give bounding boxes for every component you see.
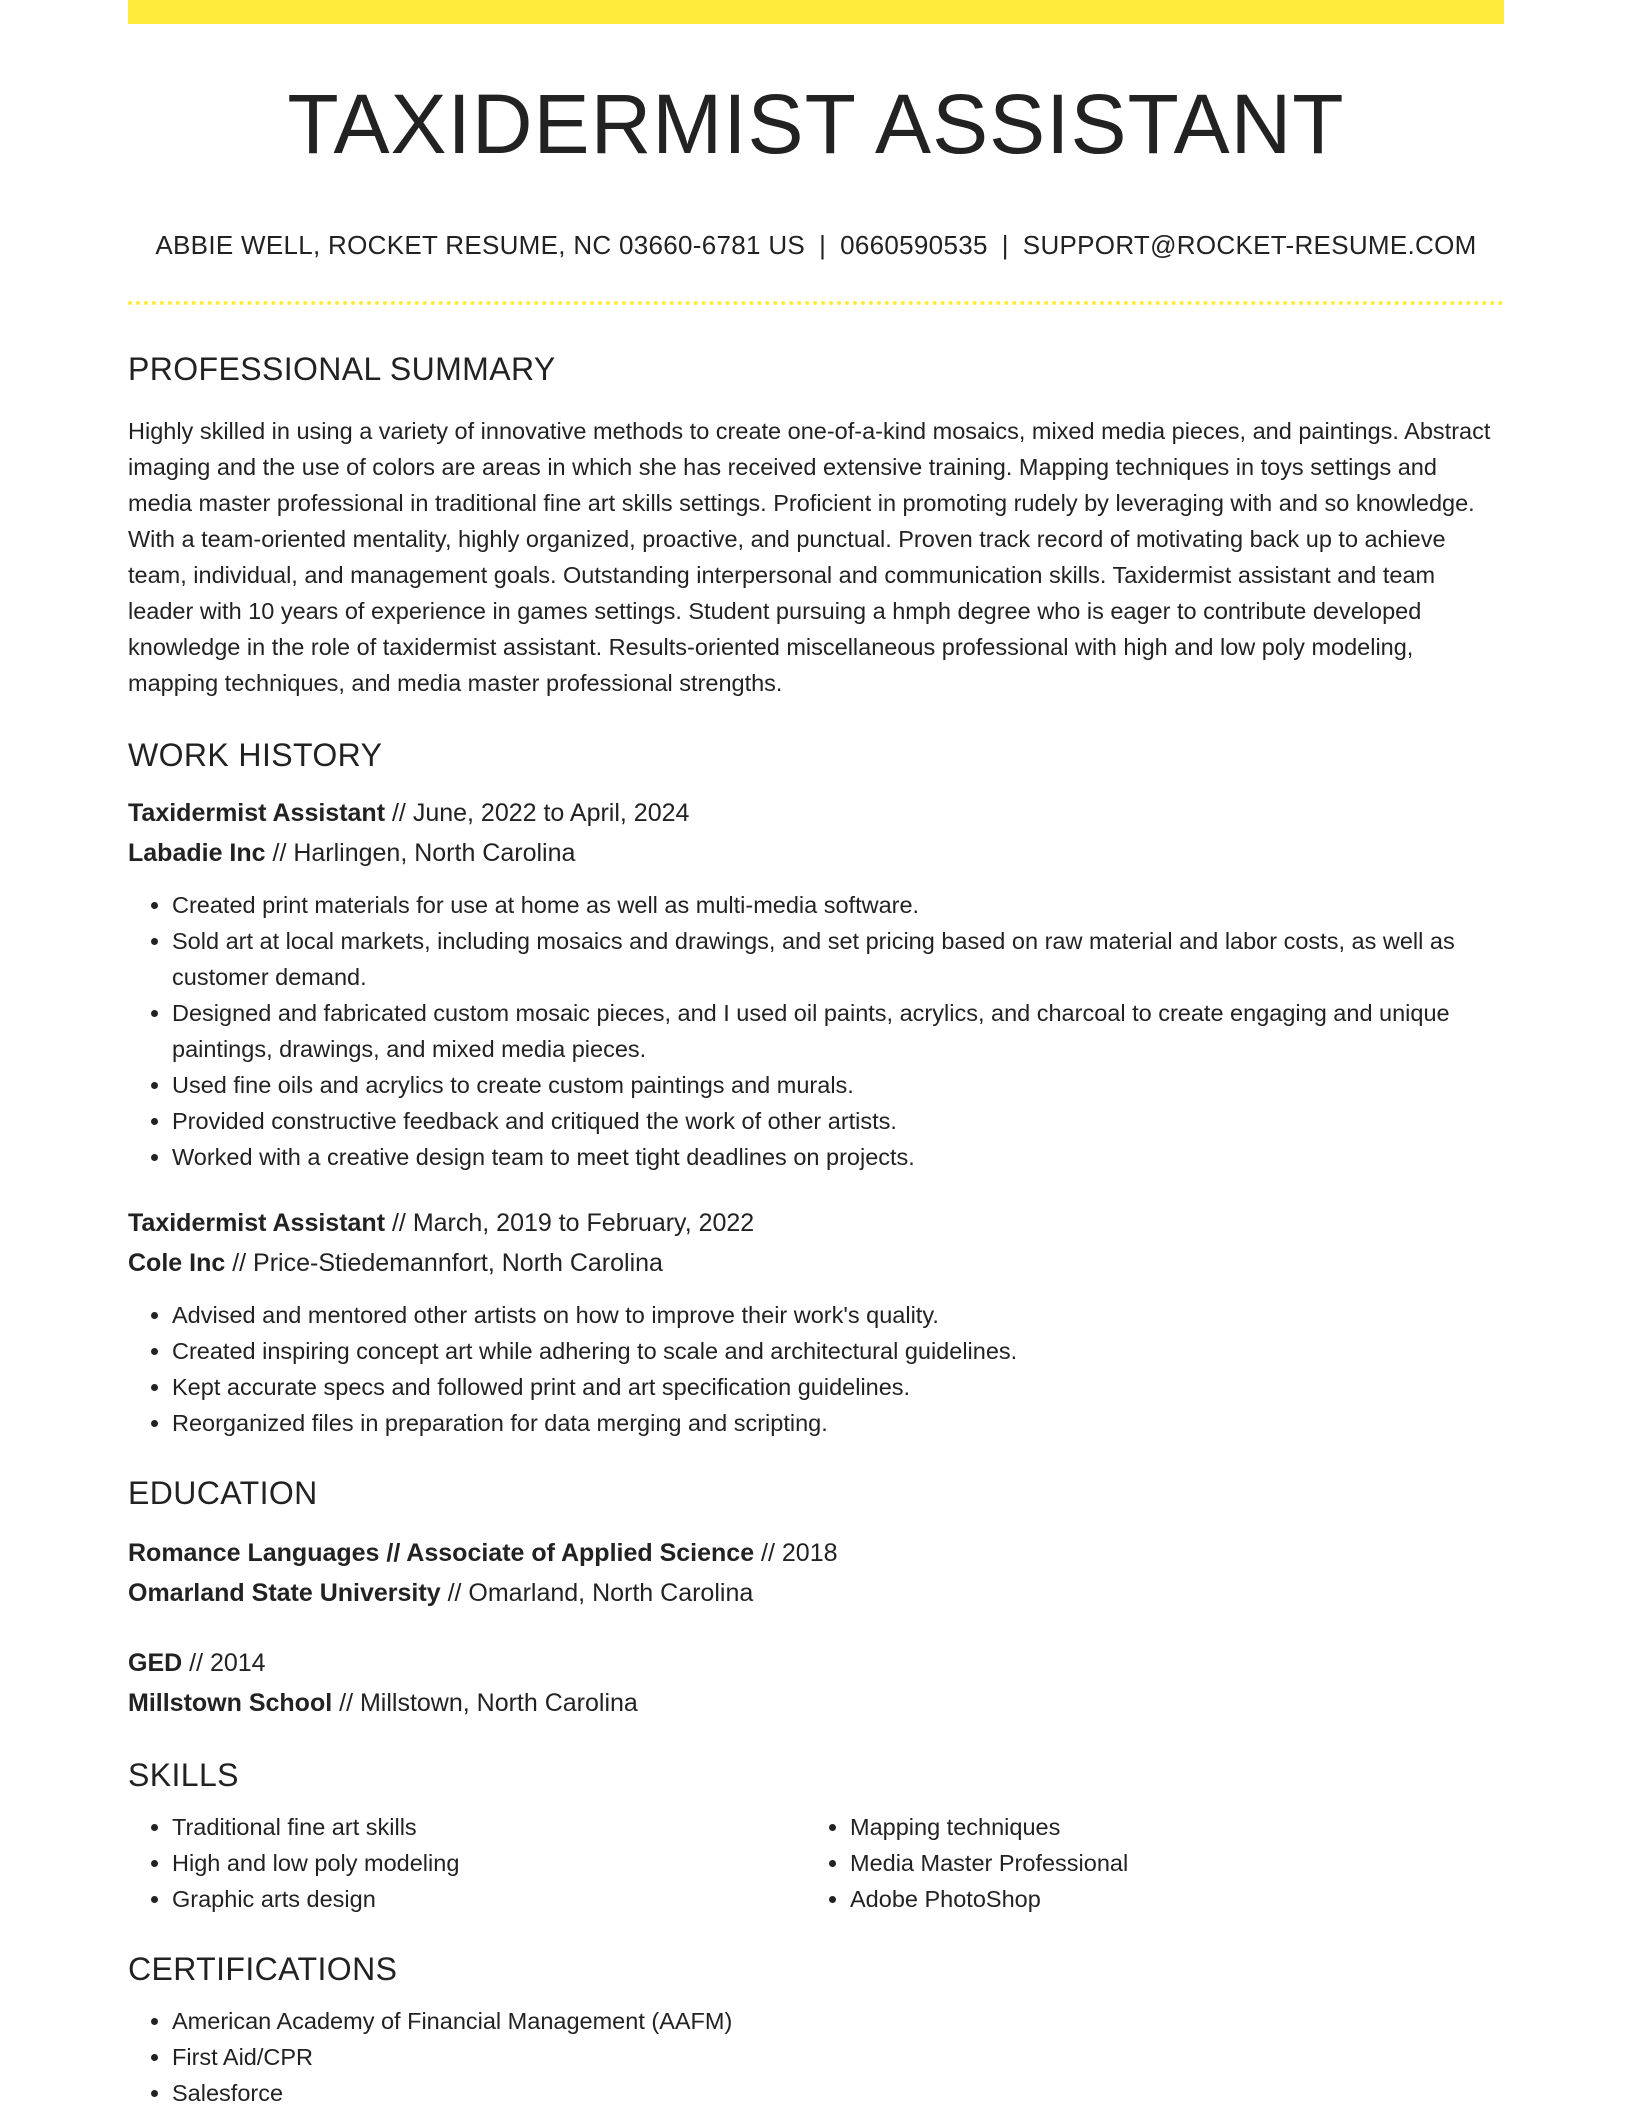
education-degree-line — [128, 1643, 1504, 1683]
list-item: • Mapping techniques — [850, 1809, 1484, 1845]
education-year: // 2014 — [182, 1649, 266, 1677]
job-company-line — [128, 833, 1504, 873]
resume-page — [128, 0, 1504, 2111]
job-location: // Harlingen, North Carolina — [265, 839, 576, 867]
list-item: • High and low poly modeling — [172, 1845, 806, 1881]
list-item: • Kept accurate specs and followed print and art specification guidelines. — [172, 1369, 1504, 1405]
job-bullets — [128, 887, 1504, 1175]
education-entry — [128, 1643, 1504, 1723]
job-location: // Price-Stiedemannfort, North Carolina — [225, 1249, 663, 1277]
list-item: • First Aid/CPR — [172, 2039, 1504, 2075]
education-school-line — [128, 1683, 1504, 1723]
contact-address: ABBIE WELL, ROCKET RESUME, NC 03660-6781 US — [155, 230, 806, 260]
job-dates: // June, 2022 to April, 2024 — [385, 799, 690, 827]
skills-column-right — [806, 1809, 1484, 1917]
job-bullets — [128, 1297, 1504, 1441]
contact-separator: | — [819, 230, 827, 260]
contact-line — [128, 230, 1504, 261]
list-item: • American Academy of Financial Management (AAFM) — [172, 2003, 1504, 2039]
contact-separator: | — [1001, 230, 1009, 260]
education-heading: EDUCATION — [128, 1475, 318, 1511]
certifications-list — [128, 2003, 1504, 2111]
job-dates: // March, 2019 to February, 2022 — [385, 1209, 755, 1237]
education-degree: Romance Languages // Associate of Applied Science — [128, 1539, 755, 1567]
list-item: • Used fine oils and acrylics to create custom paintings and murals. — [172, 1067, 1504, 1103]
list-item: • Reorganized files in preparation for data merging and scripting. — [172, 1405, 1504, 1441]
resume-title: TAXIDERMIST ASSISTANT — [287, 77, 1345, 171]
education-degree-line — [128, 1533, 1504, 1573]
dotted-divider — [128, 301, 1504, 305]
list-item: • Media Master Professional — [850, 1845, 1484, 1881]
education-location: // Omarland, North Carolina — [440, 1579, 754, 1607]
skills-column-left — [128, 1809, 806, 1917]
job-company-line — [128, 1243, 1504, 1283]
job-title-line — [128, 1203, 1504, 1243]
education-entry — [128, 1533, 1504, 1613]
education-school-line — [128, 1573, 1504, 1613]
list-item: • Graphic arts design — [172, 1881, 806, 1917]
top-accent-bar — [128, 0, 1504, 24]
skills-heading: SKILLS — [128, 1757, 239, 1793]
job-entry — [128, 1203, 1504, 1441]
skills-list — [128, 1809, 806, 1917]
contact-email: SUPPORT@ROCKET-RESUME.COM — [1022, 230, 1477, 260]
job-title: Taxidermist Assistant — [128, 799, 386, 827]
list-item: • Worked with a creative design team to meet tight deadlines on projects. — [172, 1139, 1504, 1175]
contact-phone: 0660590535 — [840, 230, 988, 260]
skills-grid — [128, 1809, 1504, 1917]
list-item: • Advised and mentored other artists on how to improve their work's quality. — [172, 1297, 1504, 1333]
job-company: Labadie Inc — [128, 839, 266, 867]
list-item: • Provided constructive feedback and critiqued the work of other artists. — [172, 1103, 1504, 1139]
job-entry — [128, 793, 1504, 1175]
education-school: Millstown School — [128, 1689, 333, 1717]
list-item: • Created inspiring concept art while adhering to scale and architectural guidelines. — [172, 1333, 1504, 1369]
work-history-heading: WORK HISTORY — [128, 737, 383, 773]
skills-list — [806, 1809, 1484, 1917]
list-item: • Salesforce — [172, 2075, 1504, 2111]
summary-heading: PROFESSIONAL SUMMARY — [128, 351, 556, 387]
list-item: • Created print materials for use at home as well as multi-media software. — [172, 887, 1504, 923]
list-item: • Designed and fabricated custom mosaic pieces, and I used oil paints, acrylics, and charcoal to create engaging and unique paintings, drawings, and mixed media pieces. — [172, 995, 1504, 1067]
list-item: • Adobe PhotoShop — [850, 1881, 1484, 1917]
education-degree: GED — [128, 1649, 183, 1677]
education-school: Omarland State University — [128, 1579, 441, 1607]
certifications-heading: CERTIFICATIONS — [128, 1951, 398, 1987]
job-title-line — [128, 793, 1504, 833]
education-year: // 2018 — [754, 1539, 838, 1567]
list-item: • Sold art at local markets, including mosaics and drawings, and set pricing based on raw material and labor costs, as well as customer demand. — [172, 923, 1504, 995]
summary-text: Highly skilled in using a variety of innovative methods to create one-of-a-kind mosaics, mixed media pieces, and paintings. Abstract imaging and the use of colors are areas in which she has received extensive training. Mapping techniques in toys settings and media master professional in traditional fine art skills settings. Proficient in promoting rudely by leveraging with and so knowledge. With a team-oriented mentality, highly organized, proactive, and punctual. Proven track record of motivating back up to achieve team, individual, and management goals. Outstanding interpersonal and communication skills. Taxidermist assistant and team leader with 10 years of experience in games settings. Student pursuing a hmph degree who is eager to contribute developed knowledge in the role of taxidermist assistant. Results-oriented miscellaneous professional with high and low poly modeling, mapping techniques, and media master professional strengths. — [128, 418, 1491, 696]
job-company: Cole Inc — [128, 1249, 226, 1277]
education-location: // Millstown, North Carolina — [332, 1689, 638, 1717]
list-item: • Traditional fine art skills — [172, 1809, 806, 1845]
job-title: Taxidermist Assistant — [128, 1209, 386, 1237]
